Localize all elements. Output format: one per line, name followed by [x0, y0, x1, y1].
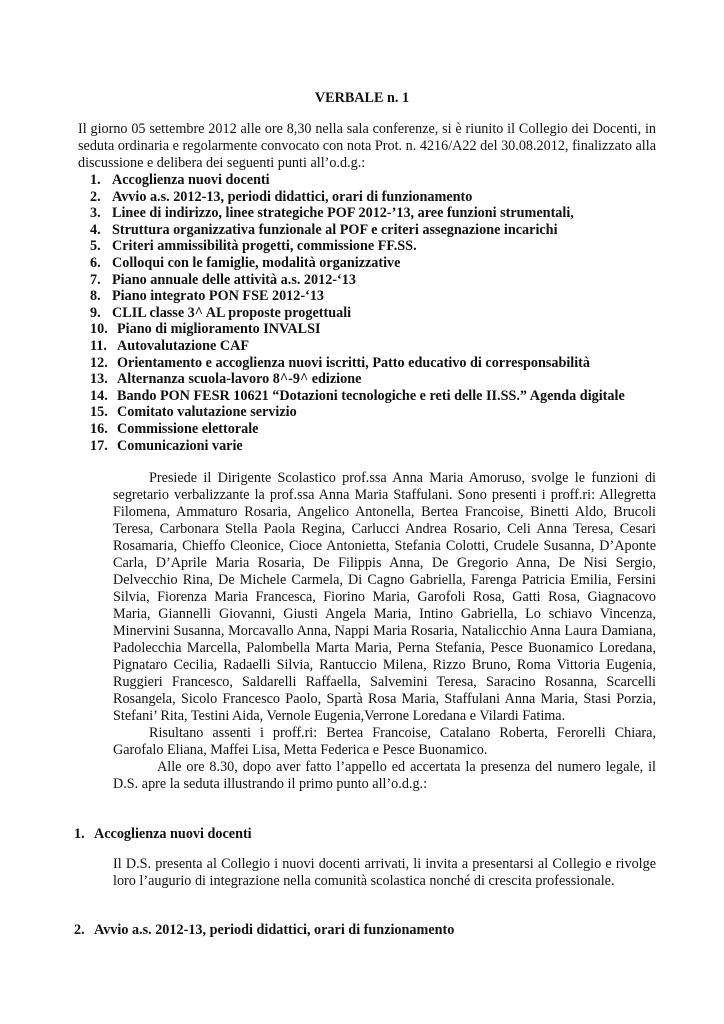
agenda-item: 1. Accoglienza nuovi docenti: [90, 172, 270, 188]
agenda-item: 6. Colloqui con le famiglie, modalità organizzative: [90, 254, 401, 271]
agenda-item: 16. Commissione elettorale: [90, 420, 259, 437]
document-title: VERBALE n. 1: [314, 90, 410, 106]
presenti-paragraph: Presiede il Dirigente Scolastico prof.ssa Anna Maria Amoruso, svolge le funzioni di segretario verbalizzante la prof.ssa Anna Maria Staffulani. Sono presenti i proff.ri: Allegretta Filomena, Ammaturo Rosaria, Angelico Antonella, Bertea Francoise, Binetti Aldo, Brucoli Teresa, Carbonara Stella Paola Regina, Carlucci Andrea Rosario, Celi Anna Teresa, Cesari Rosamaria, Chieffo Cleonice, Cioce Antonietta, Stefania Colotti, Crudele Susanna, D’Aponte Carla, D’Aprile Maria Rosaria, De Filippis Anna, De Gregorio Anna, De Nisi Sergio, Delvecchio Rina, De Michele Carmela, Di Cagno Gabriella, Farenga Patricia Emilia, Fersini Silvia, Fiorenza Maria Francesca, Fiorino Maria, Garofoli Rosa, Gatti Rosa, Giagnacovo Maria, Giannelli Giovanni, Giusti Angela Maria, Intino Gabriella, Lo schiavo Vincenza, Minervini Susanna, Morcavallo Anna, Nappi Maria Rosaria, Natalicchio Anna Laura Damiana, Padolecchia Marcella, Palombella Marta Maria, Perna Stefania, Pesce Buonamico Loredana, Pignataro Cecilia, Radaelli Silvia, Rantuccio Milena, Rizzo Bruno, Roma Vittoria Eugenia, Ruggieri Francesco, Saldarelli Raffaella, Salvemini Teresa, Saracino Rosanna, Scarcelli Rosangela, Sicolo Francesco Paolo, Spartà Rosa Maria, Staffulani Anna Maria, Stasi Porzia, Stefani’ Rita, Testini Aida, Vernole Eugenia,Verrone Loredana e Vilardi Fatima.: [113, 470, 656, 724]
section-heading-1: 1. Accoglienza nuovi docenti: [74, 826, 252, 842]
section-heading-2: 2. Avvio a.s. 2012-13, periodi didattici, orari di funzionamento: [74, 922, 455, 938]
agenda-item: 8. Piano integrato PON FSE 2012-‘13: [90, 288, 325, 305]
agenda-item: 13. Alternanza scuola-lavoro 8^-9^ edizione: [90, 371, 362, 388]
agenda-item: 7. Piano annuale delle attività a.s. 2012-‘13: [90, 271, 356, 288]
agenda-item: 5. Criteri ammissibilità progetti, commissione FF.SS.: [90, 238, 417, 255]
agenda-item: 15. Comitato valutazione servizio: [90, 404, 297, 421]
agenda-item: 11. Autovalutazione CAF: [90, 337, 250, 354]
apertura-paragraph: Alle ore 8.30, dopo aver fatto l’appello ed accertata la presenza del numero legale, il D.S. apre la seduta illustrando il primo punto all’o.d.g.:: [113, 759, 656, 792]
agenda-item: 3. Linee di indirizzo, linee strategiche POF 2012-’13, aree funzioni strumentali,: [90, 205, 574, 222]
attendance-block: [113, 470, 656, 793]
agenda-item: 14. Bando PON FESR 10621 “Dotazioni tecnologiche e reti delle II.SS.” Agenda digitale: [90, 387, 625, 404]
section-1-body: Il D.S. presenta al Collegio i nuovi docenti arrivati, li invita a presentarsi al Collegio e rivolge loro l’augurio di integrazione nella comunità scolastica nonché di crescita professionale.: [113, 856, 656, 889]
intro-paragraph: Il giorno 05 settembre 2012 alle ore 8,30 nella sala conferenze, si è riunito il Collegio dei Docenti, in seduta ordinaria e regolarmente convocato con nota Prot. n. 4216/A22 del 30.08.2012, finalizzato alla discussione e delibera dei seguenti punti all’o.d.g.:: [78, 121, 656, 171]
agenda-item: 17. Comunicazioni varie: [90, 437, 243, 454]
agenda-item: 9. CLIL classe 3^ AL proposte progettuali: [90, 304, 352, 321]
assenti-paragraph: Risultano assenti i proff.ri: Bertea Francoise, Catalano Roberta, Ferorelli Chiara, Garofalo Eliana, Maffei Lisa, Metta Federica e Pesce Buonamico.: [113, 725, 656, 758]
agenda-item: 10. Piano di miglioramento INVALSI: [90, 321, 321, 338]
agenda-list: [90, 172, 690, 454]
agenda-item: 4. Struttura organizzativa funzionale al POF e criteri assegnazione incarichi: [90, 221, 558, 238]
agenda-item: 2. Avvio a.s. 2012-13, periodi didattici, orari di funzionamento: [90, 188, 473, 205]
agenda-item: 12. Orientamento e accoglienza nuovi iscritti, Patto educativo di corresponsabilità: [90, 354, 590, 371]
